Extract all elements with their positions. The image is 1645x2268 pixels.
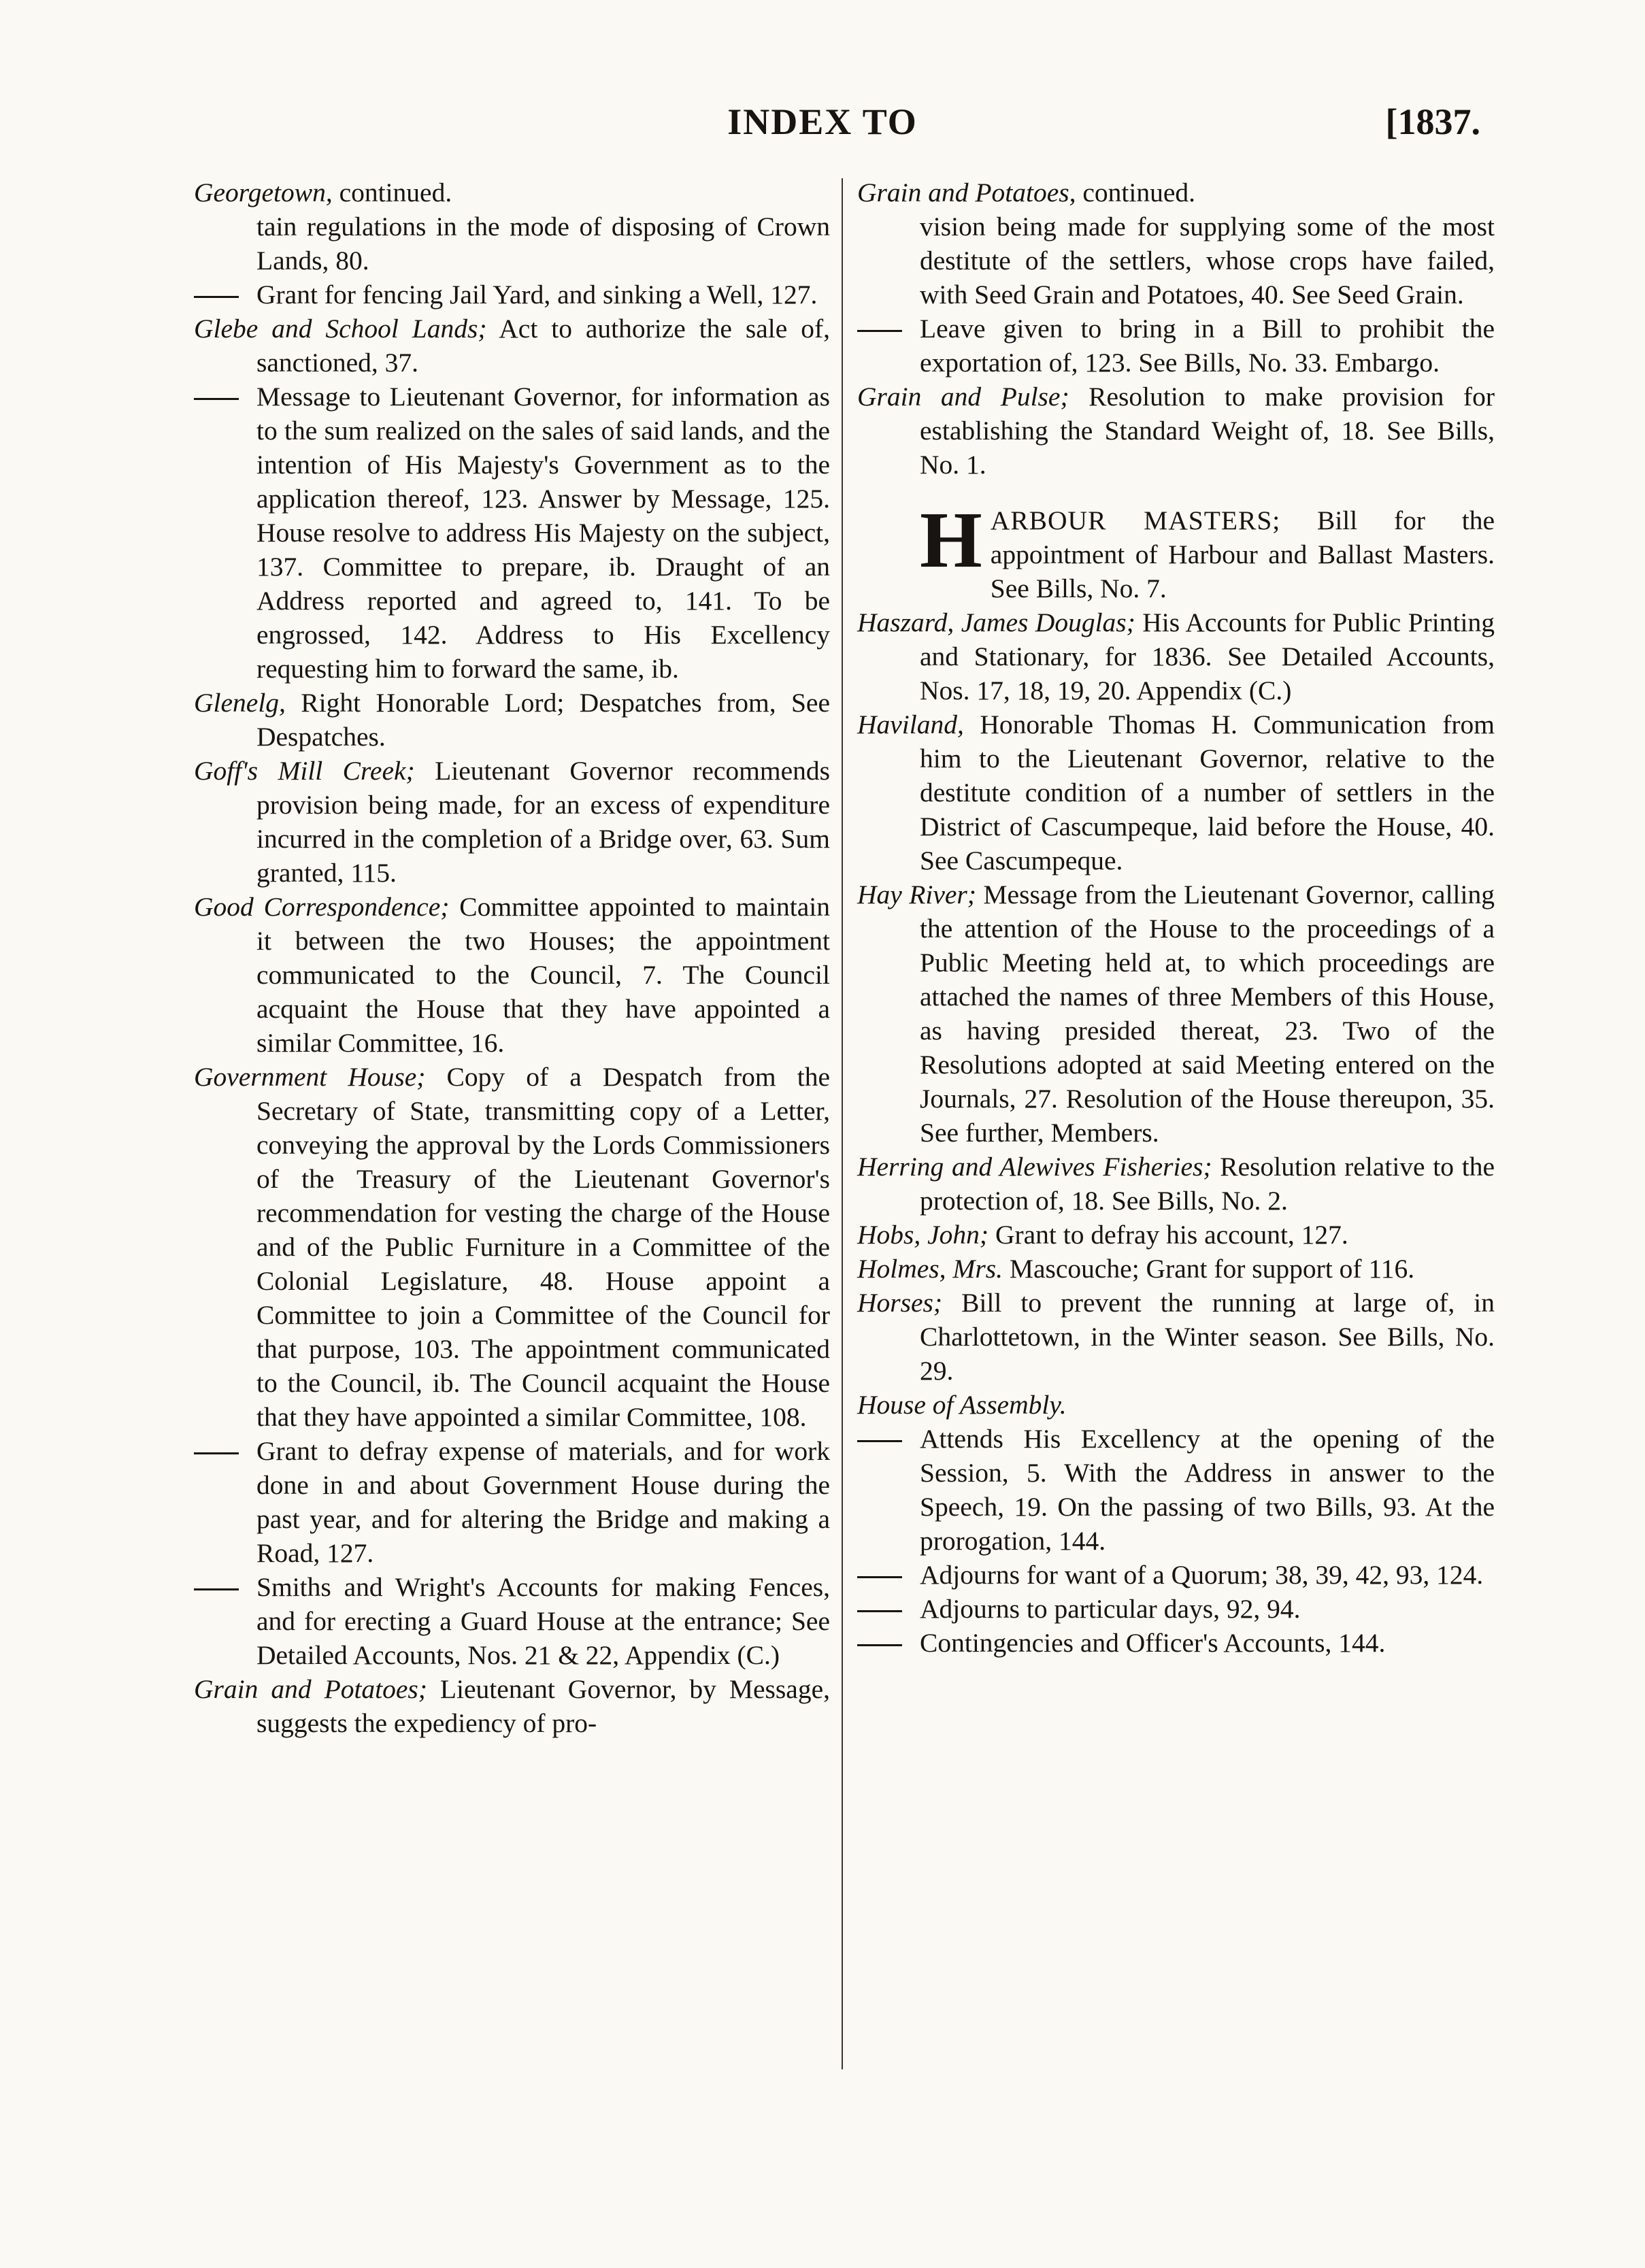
index-entry: Glenelg, Right Honorable Lord; Despatches from, See Despatches. xyxy=(194,688,830,752)
index-entry-dropcap: HARBOUR MASTERS; Bill for the appointment of Harbour and Ballast Masters. See Bills, No. 7. xyxy=(920,495,1495,603)
index-entry: House of Assembly. xyxy=(857,1390,1067,1420)
dash-mark xyxy=(857,1558,920,1592)
index-subentry: Message to Lieutenant Governor, for information as to the sum realized on the sales of said lands, and the intention of His Majesty's Government as to the application thereof, 123. Answer by Message, 125. House resolve to address His Majesty on the subject, 137. Committee to prepare, ib. Draught of an Address reported and agreed to, 141. To be engrossed, 142. Address to His Excellency requesting him to forward the same, ib. xyxy=(194,380,830,686)
index-entry: vision being made for supplying some of the most destitute of the settlers, whose crops have failed, with Seed Grain and Potatoes, 40. See Seed Grain. xyxy=(920,212,1495,310)
index-subentry: Adjourns for want of a Quorum; 38, 39, 42, 93, 124. xyxy=(857,1558,1495,1592)
dash-mark xyxy=(857,312,920,346)
index-entry: tain regulations in the mode of disposing of Crown Lands, 80. xyxy=(256,212,830,276)
index-entry: Goff's Mill Creek; Lieutenant Governor recommends provision being made, for an excess of expenditure incurred in the completion of a Bridge over, 63. Sum granted, 115. xyxy=(194,756,830,888)
drop-cap: H xyxy=(920,495,982,584)
dash-mark xyxy=(194,278,256,312)
index-entry: Grain and Potatoes; Lieutenant Governor, by Message, suggests the expediency of pro- xyxy=(194,1674,830,1738)
index-entry: Horses; Bill to prevent the running at large of, in Charlottetown, in the Winter season. See Bills, No. 29. xyxy=(857,1288,1495,1386)
column-divider xyxy=(842,178,843,2069)
dash-mark xyxy=(194,380,256,414)
index-entry: Government House; Copy of a Despatch from the Secretary of State, transmitting copy of a Letter, conveying the approval by the Lords Commissioners of the Treasury of the Lieutenant Governor's recommendation for vesting the charge of the House and of the Public Furniture in a Committee of the Colonial Legislature, 48. House appoint a Committee to join a Committee of the Council for that purpose, 103. The appointment communicated to the Council, ib. The Council acquaint the House that they have appointed a similar Committee, 108. xyxy=(194,1062,830,1432)
page-year: [1837. xyxy=(1385,101,1480,142)
index-subentry: Adjourns to particular days, 92, 94. xyxy=(857,1592,1495,1626)
dash-mark xyxy=(857,1626,920,1660)
index-subentry: Grant to defray expense of materials, and for work done in and about Government House during the past year, and for altering the Bridge and making a Road, 127. xyxy=(194,1434,830,1570)
index-entry: Grain and Potatoes, continued. xyxy=(857,178,1195,207)
index-subentry: Grant for fencing Jail Yard, and sinking a Well, 127. xyxy=(194,278,830,312)
page-header xyxy=(0,101,1645,155)
left-column xyxy=(194,176,830,1740)
index-columns xyxy=(194,176,1495,2121)
index-entry: Haszard, James Douglas; His Accounts for Public Printing and Stationary, for 1836. See Detailed Accounts, Nos. 17, 18, 19, 20. Appendix (C.) xyxy=(857,607,1495,705)
index-subentry: Attends His Excellency at the opening of the Session, 5. With the Address in answer to the Speech, 19. On the passing of two Bills, 93. At the prorogation, 144. xyxy=(857,1422,1495,1558)
dash-mark xyxy=(194,1434,256,1468)
index-entry: Georgetown, continued. xyxy=(194,178,452,207)
index-subentry: Smiths and Wright's Accounts for making Fences, and for erecting a Guard House at the entrance; See Detailed Accounts, Nos. 21 & 22, Appendix (C.) xyxy=(194,1570,830,1672)
index-entry: Haviland, Honorable Thomas H. Communication from him to the Lieutenant Governor, relative to the destitute condition of a number of settlers in the District of Cascumpeque, laid before the House, 40. See Cascumpeque. xyxy=(857,710,1495,875)
index-entry: Good Correspondence; Committee appointed to maintain it between the two Houses; the appointment communicated to the Council, 7. The Council acquaint the House that they have appointed a similar Committee, 16. xyxy=(194,892,830,1058)
dash-mark xyxy=(857,1422,920,1456)
dash-mark xyxy=(194,1570,256,1604)
page-title: INDEX TO xyxy=(727,101,918,142)
index-entry: Grain and Pulse; Resolution to make provision for establishing the Standard Weight of, 18. See Bills, No. 1. xyxy=(857,382,1495,480)
index-entry: Hobs, John; Grant to defray his account, 127. xyxy=(857,1220,1348,1250)
index-subentry: Contingencies and Officer's Accounts, 144. xyxy=(857,1626,1495,1660)
index-entry: Hay River; Message from the Lieutenant Governor, calling the attention of the House to the proceedings of a Public Meeting held at, to which proceedings are attached the names of three Members of this House, as having presided thereat, 23. Two of the Resolutions adopted at said Meeting entered on the Journals, 27. Resolution of the House thereupon, 35. See further, Members. xyxy=(857,880,1495,1148)
index-subentry: Leave given to bring in a Bill to prohibit the exportation of, 123. See Bills, No. 33. Embargo. xyxy=(857,312,1495,380)
index-entry: Glebe and School Lands; Act to authorize the sale of, sanctioned, 37. xyxy=(194,314,830,378)
index-entry: Herring and Alewives Fisheries; Resolution relative to the protection of, 18. See Bills, No. 2. xyxy=(857,1152,1495,1216)
dash-mark xyxy=(857,1592,920,1626)
index-entry: Holmes, Mrs. Mascouche; Grant for support of 116. xyxy=(857,1254,1415,1284)
right-column xyxy=(857,176,1495,1660)
